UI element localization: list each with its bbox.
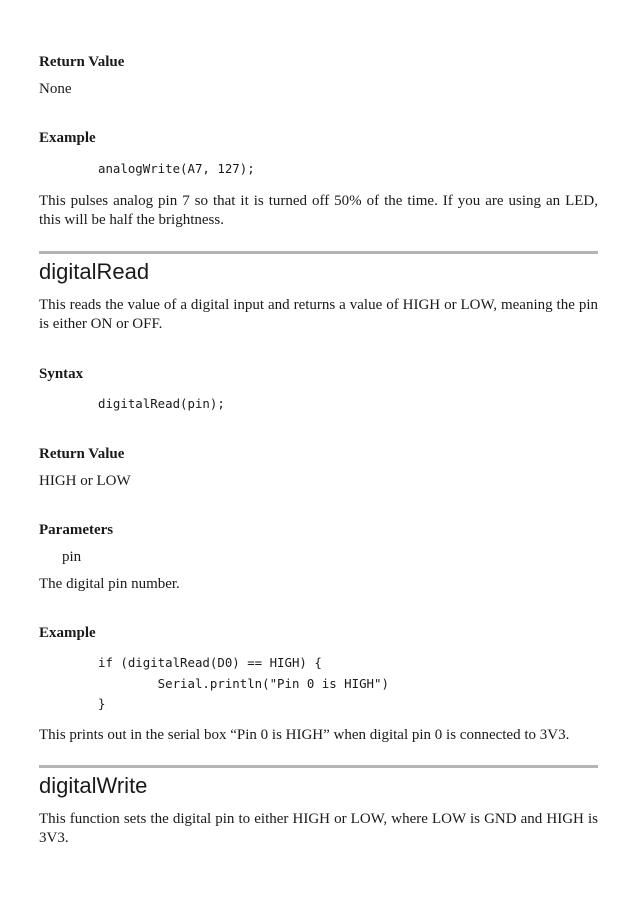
syntax-code: digitalRead(pin); (98, 396, 225, 411)
return-value-text: None (39, 81, 72, 97)
section-title-digitalread: digitalRead (39, 259, 150, 284)
example-description: This prints out in the serial box “Pin 0 is HIGH” when digital pin 0 is connected to 3V3. (39, 727, 570, 743)
parameters-heading: Parameters (39, 522, 114, 538)
return-value-text: HIGH or LOW (39, 473, 131, 489)
section-divider (39, 765, 598, 768)
example-code-line: if (digitalRead(D0) == HIGH) { (98, 655, 322, 670)
return-value-heading: Return Value (39, 54, 125, 70)
section-title-digitalwrite: digitalWrite (39, 773, 148, 798)
section-divider (39, 251, 598, 254)
example-heading: Example (39, 625, 96, 641)
example-code-line: Serial.println("Pin 0 is HIGH") (98, 676, 389, 691)
return-value-heading: Return Value (39, 446, 125, 462)
syntax-heading: Syntax (39, 366, 84, 382)
parameter-description: The digital pin number. (39, 576, 180, 592)
example-description: This pulses analog pin 7 so that it is turned off 50% of the time. If you are using an LED, this will be half the brightness. (39, 193, 598, 228)
digitalread-description: This reads the value of a digital input and returns a value of HIGH or LOW, meaning the pin is either ON or OFF. (39, 297, 598, 332)
example-heading: Example (39, 130, 96, 146)
example-code-line: } (98, 696, 106, 711)
example-code: analogWrite(A7, 127); (98, 161, 255, 176)
digitalwrite-description: This function sets the digital pin to either HIGH or LOW, where LOW is GND and HIGH is 3V3. (39, 811, 598, 846)
parameter-name: pin (62, 549, 82, 565)
